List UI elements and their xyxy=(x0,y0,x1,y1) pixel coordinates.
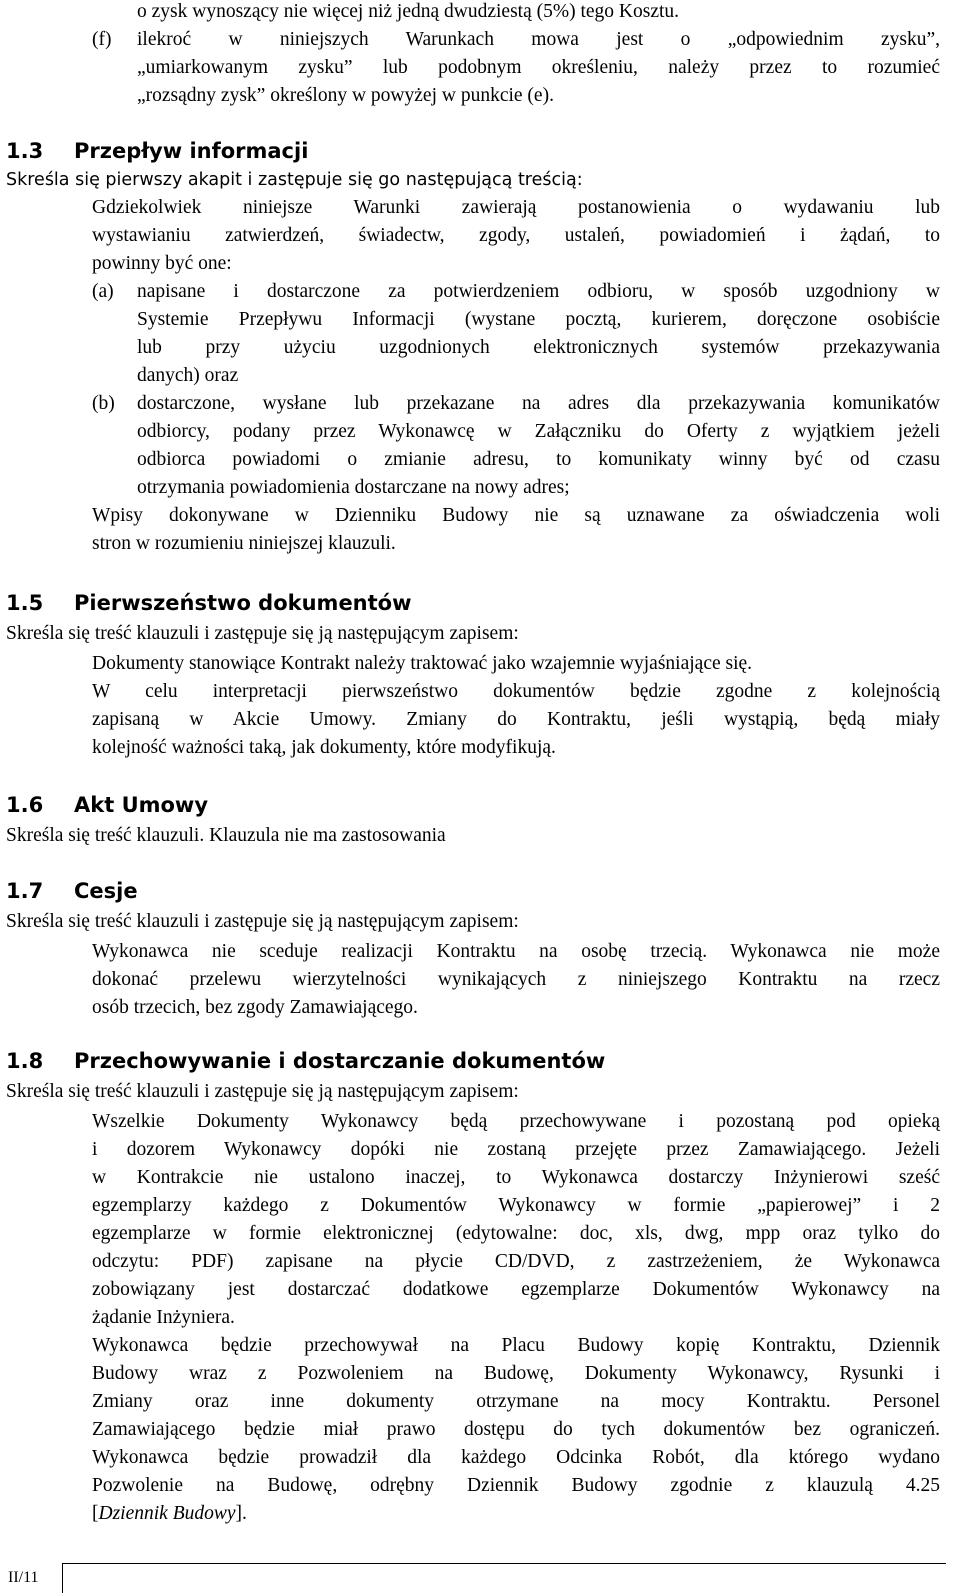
dziennik-reference: Dziennik Budowy xyxy=(98,1503,236,1524)
paragraph-line: egzemplarze w formie elektronicznej (edytowalne: doc, xls, dwg, mpp oraz tylko do xyxy=(92,1223,940,1244)
paragraph-line xyxy=(92,1500,247,1528)
item-a-text: danych) oraz xyxy=(137,365,239,386)
section-title: Cesje xyxy=(74,879,138,903)
paragraph-line: stron w rozumieniu niniejszej klauzuli. xyxy=(92,533,396,554)
paragraph-line: osób trzecich, bez zgody Zamawiającego. xyxy=(92,997,418,1018)
paragraph-line: dokonać przelewu wierzytelności wynikających z niniejszego Kontraktu na rzecz xyxy=(92,969,940,990)
section-number: 1.8 xyxy=(6,1049,44,1073)
paragraph-line: Wpisy dokonywane w Dzienniku Budowy nie są uznawane za oświadczenia woli xyxy=(92,505,940,526)
paragraph-line: Wykonawca nie sceduje realizacji Kontraktu na osobę trzecią. Wykonawca nie może xyxy=(92,941,940,962)
page-number: II/11 xyxy=(8,1569,39,1586)
item-b-text: odbiorca powiadomi o zmianie adresu, to komunikaty winny być od czasu xyxy=(137,449,940,470)
paragraph-line: kolejność ważności taką, jak dokumenty, które modyfikują. xyxy=(92,737,556,758)
paragraph-line: Pozwolenie na Budowę, odrębny Dziennik Budowy zgodnie z klauzulą 4.25 xyxy=(92,1475,940,1496)
item-label: (f) xyxy=(92,29,112,50)
section-intro: Skreśla się treść klauzuli i zastępuje się ją następującym zapisem: xyxy=(6,911,519,932)
paragraph-line: Wszelkie Dokumenty Wykonawcy będą przechowywane i pozostaną pod opieką xyxy=(92,1111,940,1132)
section-intro: Skreśla się pierwszy akapit i zastępuje się go następującą treścią: xyxy=(6,170,583,190)
footer-divider xyxy=(62,1563,63,1593)
footer-rule xyxy=(62,1563,946,1564)
section-title: Akt Umowy xyxy=(74,793,209,817)
section-heading xyxy=(6,790,208,820)
paragraph-line: w Kontrakcie nie ustalono inaczej, to Wykonawca dostarczy Inżynierowi sześć xyxy=(92,1167,940,1188)
paragraph-line: Dokumenty stanowiące Kontrakt należy traktować jako wzajemnie wyjaśniające się. xyxy=(92,653,753,674)
paragraph-line: zapisaną w Akcie Umowy. Zmiany do Kontraktu, jeśli wystąpią, będą miały xyxy=(92,709,940,730)
section-intro: Skreśla się treść klauzuli i zastępuje się ją następującym zapisem: xyxy=(6,623,519,644)
item-label: (a) xyxy=(92,281,114,302)
item-f-text: ilekroć w niniejszych Warunkach mowa jest o „odpowiednim zysku”, xyxy=(137,29,940,50)
paragraph-line: odczytu: PDF) zapisane na płycie CD/DVD, z zastrzeżeniem, że Wykonawca xyxy=(92,1251,940,1272)
paragraph-line: Wykonawca będzie przechowywał na Placu Budowy kopię Kontraktu, Dziennik xyxy=(92,1335,940,1356)
paragraph-line: powinny być one: xyxy=(92,253,232,274)
bracket-open: [ xyxy=(92,1503,99,1524)
section-number: 1.3 xyxy=(6,139,44,163)
item-b-text: dostarczone, wysłane lub przekazane na adres dla przekazywania komunikatów xyxy=(137,393,940,414)
section-heading xyxy=(6,876,138,906)
section-title: Przechowywanie i dostarczanie dokumentów xyxy=(74,1049,606,1073)
paragraph-line: Zmiany oraz inne dokumenty otrzymane na mocy Kontraktu. Personel xyxy=(92,1391,940,1412)
section-number: 1.7 xyxy=(6,879,44,903)
item-f-text: „umiarkowanym zysku” lub podobnym określeniu, należy przez to rozumieć xyxy=(137,57,940,78)
section-intro: Skreśla się treść klauzuli i zastępuje się ją następującym zapisem: xyxy=(6,1081,519,1102)
paragraph-line: Gdziekolwiek niniejsze Warunki zawierają postanowienia o wydawaniu lub xyxy=(92,197,940,218)
item-label: (b) xyxy=(92,393,115,414)
section-title: Przepływ informacji xyxy=(74,139,309,163)
bracket-close: ]. xyxy=(235,1503,247,1524)
paragraph-line: wystawianiu zatwierdzeń, świadectw, zgody, ustaleń, powiadomień i żądań, to xyxy=(92,225,940,246)
item-a-text: lub przy użyciu uzgodnionych elektronicznych systemów przekazywania xyxy=(137,337,940,358)
paragraph-line: Wykonawca będzie prowadził dla każdego Odcinka Robót, dla którego wydano xyxy=(92,1447,940,1468)
section-intro: Skreśla się treść klauzuli. Klauzula nie ma zastosowania xyxy=(6,825,446,846)
paragraph-line: Budowy wraz z Pozwoleniem na Budowę, Dokumenty Wykonawcy, Rysunki i xyxy=(92,1363,940,1384)
item-b-text: otrzymania powiadomienia dostarczane na nowy adres; xyxy=(137,477,570,498)
section-heading xyxy=(6,588,412,618)
paragraph-line: zobowiązany jest dostarczać dodatkowe egzemplarze Dokumentów Wykonawcy na xyxy=(92,1279,940,1300)
paragraph-line: egzemplarzy każdego z Dokumentów Wykonawcy w formie „papierowej” i 2 xyxy=(92,1195,940,1216)
item-a-text: napisane i dostarczone za potwierdzeniem odbioru, w sposób uzgodniony w xyxy=(137,281,940,302)
continuation-line: o zysk wynoszący nie więcej niż jedną dwudziestą (5%) tego Kosztu. xyxy=(137,1,680,22)
section-heading xyxy=(6,136,308,166)
paragraph-line: W celu interpretacji pierwszeństwo dokumentów będzie zgodne z kolejnością xyxy=(92,681,940,702)
section-title: Pierwszeństwo dokumentów xyxy=(74,591,412,615)
item-f-text: „rozsądny zysk” określony w powyżej w punkcie (e). xyxy=(137,85,554,106)
section-number: 1.5 xyxy=(6,591,44,615)
item-b-text: odbiorcy, podany przez Wykonawcę w Załączniku do Oferty z wyjątkiem jeżeli xyxy=(137,421,940,442)
paragraph-line: i dozorem Wykonawcy dopóki nie zostaną przejęte przez Zamawiającego. Jeżeli xyxy=(92,1139,940,1160)
item-a-text: Systemie Przepływu Informacji (wystane pocztą, kurierem, doręczone osobiście xyxy=(137,309,940,330)
section-number: 1.6 xyxy=(6,793,44,817)
paragraph-line: żądanie Inżyniera. xyxy=(92,1307,235,1328)
section-heading xyxy=(6,1046,605,1076)
paragraph-line: Zamawiającego będzie miał prawo dostępu do tych dokumentów bez ograniczeń. xyxy=(92,1419,940,1440)
